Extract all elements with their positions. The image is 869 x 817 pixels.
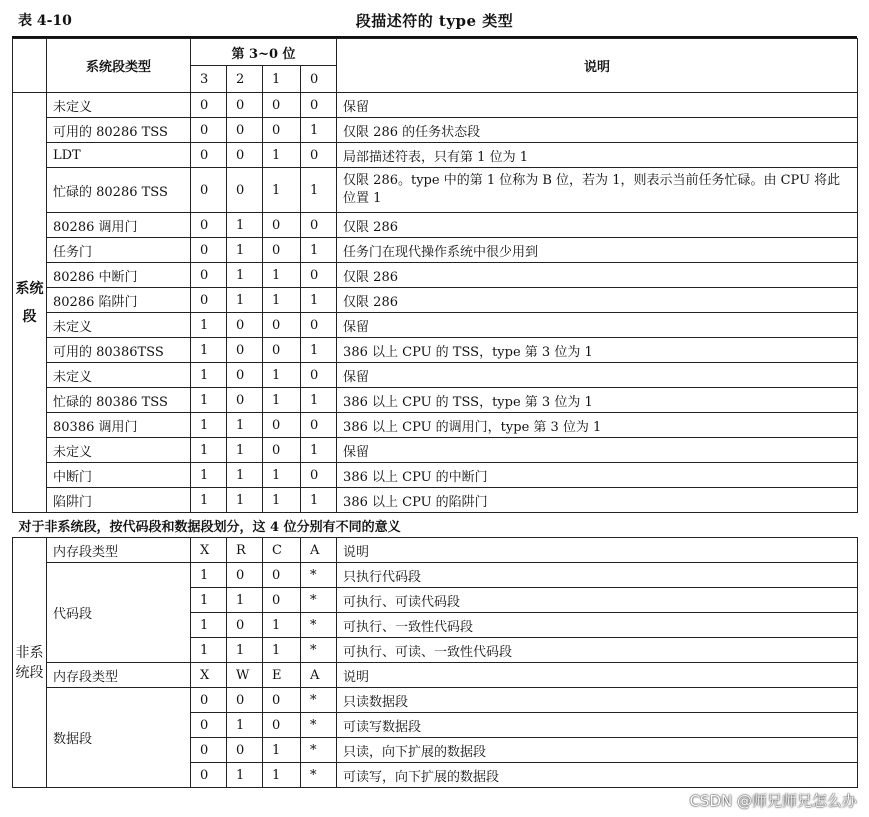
system-type-cell: 可用的 80386TSS — [47, 338, 191, 363]
bit-cell: 1 — [263, 763, 301, 788]
system-type-cell: 80286 中断门 — [47, 263, 191, 288]
system-type-cell: 忙碌的 80286 TSS — [47, 168, 191, 213]
system-row — [13, 338, 858, 363]
system-type-cell: 陷阱门 — [47, 488, 191, 513]
desc-cell: 可执行、可读代码段 — [337, 588, 858, 613]
system-type-cell: 任务门 — [47, 238, 191, 263]
code-row — [13, 563, 858, 588]
code-desc-header: 说明 — [337, 538, 858, 563]
bit-cell: * — [301, 638, 337, 663]
bit-cell: 0 — [227, 388, 263, 413]
bit-cell: 0 — [263, 238, 301, 263]
bit-cell: * — [301, 613, 337, 638]
bit-cell: 0 — [191, 168, 227, 213]
system-row — [13, 288, 858, 313]
desc-cell: 保留 — [337, 363, 858, 388]
bit-cell: * — [301, 563, 337, 588]
bit-label: 0 — [301, 66, 337, 93]
system-row — [13, 463, 858, 488]
system-row — [13, 313, 858, 338]
bit-cell: 1 — [191, 613, 227, 638]
corner-cell — [13, 39, 47, 93]
table-body — [13, 39, 858, 788]
bit-cell: 0 — [227, 738, 263, 763]
bit-cell: 1 — [191, 388, 227, 413]
code-type-header: 内存段类型 — [47, 538, 191, 563]
bit-cell: 1 — [263, 488, 301, 513]
system-type-cell: 80286 陷阱门 — [47, 288, 191, 313]
desc-cell: 任务门在现代操作系统中很少用到 — [337, 238, 858, 263]
bit-cell: 0 — [227, 118, 263, 143]
bit-cell: 0 — [191, 688, 227, 713]
non-system-category-label: 非系统段 — [13, 538, 47, 788]
bit-cell: 1 — [301, 338, 337, 363]
bit-header-cell: X — [191, 538, 227, 563]
note-row — [13, 513, 858, 538]
bits-column-header: 第 3~0 位 — [191, 39, 337, 66]
table-header — [0, 0, 869, 34]
desc-cell: 只执行代码段 — [337, 563, 858, 588]
desc-cell: 仅限 286 的任务状态段 — [337, 118, 858, 143]
bit-cell: 0 — [263, 313, 301, 338]
desc-cell: 386 以上 CPU 的中断门 — [337, 463, 858, 488]
bit-cell: 1 — [191, 488, 227, 513]
bit-cell: 1 — [263, 288, 301, 313]
bit-cell: 1 — [227, 288, 263, 313]
descriptor-type-table — [12, 38, 858, 788]
system-type-cell: 未定义 — [47, 93, 191, 118]
bit-cell: 1 — [301, 168, 337, 213]
data-segment-label: 数据段 — [47, 688, 191, 788]
bit-cell: 0 — [191, 713, 227, 738]
bit-cell: 1 — [227, 463, 263, 488]
bit-cell: 0 — [301, 263, 337, 288]
bit-cell: 1 — [301, 288, 337, 313]
system-type-cell: LDT — [47, 143, 191, 168]
system-type-cell: 80386 调用门 — [47, 413, 191, 438]
bit-cell: 1 — [191, 638, 227, 663]
desc-cell: 只读数据段 — [337, 688, 858, 713]
bit-cell: 1 — [301, 388, 337, 413]
system-row — [13, 438, 858, 463]
bit-cell: 1 — [191, 438, 227, 463]
desc-cell: 386 以上 CPU 的 TSS，type 第 3 位为 1 — [337, 338, 858, 363]
bit-cell: 0 — [301, 463, 337, 488]
system-row — [13, 93, 858, 118]
desc-cell: 仅限 286。type 中的第 1 位称为 B 位，若为 1，则表示当前任务忙碌。由 CPU 将此位置 1 — [337, 168, 858, 213]
bit-cell: 0 — [263, 338, 301, 363]
system-row — [13, 213, 858, 238]
bit-cell: 1 — [227, 263, 263, 288]
desc-cell: 可读写数据段 — [337, 713, 858, 738]
bit-cell: 1 — [191, 463, 227, 488]
bit-cell: 0 — [263, 688, 301, 713]
bit-cell: 0 — [263, 438, 301, 463]
bit-cell: * — [301, 688, 337, 713]
system-row — [13, 263, 858, 288]
bit-cell: 0 — [191, 93, 227, 118]
bit-cell: * — [301, 588, 337, 613]
bit-cell: 1 — [301, 488, 337, 513]
bit-cell: 0 — [191, 738, 227, 763]
desc-cell: 仅限 286 — [337, 263, 858, 288]
bit-header-cell: A — [301, 663, 337, 688]
bit-cell: 0 — [191, 288, 227, 313]
bit-cell: 0 — [191, 263, 227, 288]
bit-cell: 1 — [227, 713, 263, 738]
system-row — [13, 488, 858, 513]
bit-cell: 1 — [227, 588, 263, 613]
bit-label: 1 — [263, 66, 301, 93]
desc-cell: 可读写，向下扩展的数据段 — [337, 763, 858, 788]
bit-cell: 0 — [263, 213, 301, 238]
bit-cell: 0 — [301, 363, 337, 388]
bit-header-cell: C — [263, 538, 301, 563]
bit-cell: 0 — [301, 93, 337, 118]
bit-cell: 0 — [263, 588, 301, 613]
bit-cell: 1 — [301, 238, 337, 263]
bit-cell: 0 — [191, 238, 227, 263]
bit-cell: 0 — [263, 563, 301, 588]
desc-cell: 386 以上 CPU 的陷阱门 — [337, 488, 858, 513]
system-type-cell: 未定义 — [47, 438, 191, 463]
bit-cell: 0 — [191, 118, 227, 143]
bit-cell: 1 — [191, 313, 227, 338]
bit-cell: * — [301, 763, 337, 788]
bit-cell: 1 — [263, 463, 301, 488]
bit-cell: 0 — [227, 313, 263, 338]
desc-column-header: 说明 — [337, 39, 858, 93]
desc-cell: 仅限 286 — [337, 288, 858, 313]
data-desc-header: 说明 — [337, 663, 858, 688]
system-row — [13, 118, 858, 143]
bit-header-cell: E — [263, 663, 301, 688]
bit-cell: 0 — [227, 338, 263, 363]
bit-cell: 0 — [191, 213, 227, 238]
desc-cell: 可执行、可读、一致性代码段 — [337, 638, 858, 663]
bit-label: 2 — [227, 66, 263, 93]
bit-cell: 1 — [263, 263, 301, 288]
system-row — [13, 413, 858, 438]
bit-cell: 1 — [227, 238, 263, 263]
desc-cell: 只读，向下扩展的数据段 — [337, 738, 858, 763]
bit-cell: 0 — [227, 143, 263, 168]
bit-cell: 1 — [227, 413, 263, 438]
type-column-header: 系统段类型 — [47, 39, 191, 93]
system-category-label: 系统段 — [13, 93, 47, 513]
bit-cell: 1 — [263, 363, 301, 388]
bit-cell: 0 — [227, 363, 263, 388]
bit-cell: 1 — [263, 738, 301, 763]
system-row — [13, 143, 858, 168]
bit-cell: 1 — [191, 563, 227, 588]
bit-cell: 1 — [191, 588, 227, 613]
code-segment-label: 代码段 — [47, 563, 191, 663]
bit-header-cell: A — [301, 538, 337, 563]
desc-cell: 保留 — [337, 93, 858, 118]
header-row — [13, 39, 858, 66]
desc-cell: 386 以上 CPU 的 TSS，type 第 3 位为 1 — [337, 388, 858, 413]
bit-cell: 1 — [227, 763, 263, 788]
desc-cell: 局部描述符表，只有第 1 位为 1 — [337, 143, 858, 168]
bit-cell: 1 — [263, 168, 301, 213]
bit-cell: 1 — [263, 638, 301, 663]
data-header-row — [13, 663, 858, 688]
bit-header-cell: W — [227, 663, 263, 688]
bit-cell: 0 — [301, 213, 337, 238]
bit-cell: 1 — [191, 363, 227, 388]
bit-cell: 1 — [191, 338, 227, 363]
bit-cell: * — [301, 713, 337, 738]
bit-cell: 0 — [301, 143, 337, 168]
bit-cell: 1 — [301, 118, 337, 143]
bit-cell: 1 — [227, 488, 263, 513]
bit-cell: 0 — [191, 143, 227, 168]
desc-cell: 保留 — [337, 313, 858, 338]
system-type-cell: 忙碌的 80386 TSS — [47, 388, 191, 413]
bit-cell: 0 — [227, 563, 263, 588]
bit-header-cell: X — [191, 663, 227, 688]
table-title: 段描述符的 type 类型 — [355, 12, 514, 30]
system-type-cell: 未定义 — [47, 313, 191, 338]
bit-label: 3 — [191, 66, 227, 93]
data-type-header: 内存段类型 — [47, 663, 191, 688]
bit-cell: * — [301, 738, 337, 763]
table-number: 表 4-10 — [18, 13, 72, 29]
bit-cell: 1 — [227, 438, 263, 463]
bit-cell: 0 — [263, 118, 301, 143]
bit-cell: 0 — [263, 713, 301, 738]
system-type-cell: 未定义 — [47, 363, 191, 388]
bit-cell: 0 — [227, 93, 263, 118]
system-type-cell: 中断门 — [47, 463, 191, 488]
watermark: CSDN @师兄师兄怎么办 — [689, 792, 857, 810]
bit-cell: 0 — [263, 93, 301, 118]
bit-cell: 1 — [227, 638, 263, 663]
bit-cell: 1 — [301, 438, 337, 463]
system-row — [13, 363, 858, 388]
bit-cell: 0 — [301, 313, 337, 338]
bit-header-cell: R — [227, 538, 263, 563]
system-row — [13, 168, 858, 213]
bit-cell: 0 — [227, 688, 263, 713]
bit-cell: 0 — [227, 613, 263, 638]
system-row — [13, 388, 858, 413]
bit-cell: 1 — [263, 388, 301, 413]
system-type-cell: 可用的 80286 TSS — [47, 118, 191, 143]
bit-cell: 1 — [227, 213, 263, 238]
bit-cell: 0 — [191, 763, 227, 788]
bit-cell: 1 — [191, 413, 227, 438]
code-header-row — [13, 538, 858, 563]
non-system-note: 对于非系统段，按代码段和数据段划分，这 4 位分别有不同的意义 — [13, 513, 858, 538]
desc-cell: 可执行、一致性代码段 — [337, 613, 858, 638]
bit-cell: 1 — [263, 613, 301, 638]
bit-cell: 0 — [263, 413, 301, 438]
bit-cell: 1 — [263, 143, 301, 168]
system-row — [13, 238, 858, 263]
system-type-cell: 80286 调用门 — [47, 213, 191, 238]
bit-cell: 0 — [301, 413, 337, 438]
data-row — [13, 688, 858, 713]
bit-cell: 0 — [227, 168, 263, 213]
desc-cell: 保留 — [337, 438, 858, 463]
desc-cell: 386 以上 CPU 的调用门，type 第 3 位为 1 — [337, 413, 858, 438]
desc-cell: 仅限 286 — [337, 213, 858, 238]
